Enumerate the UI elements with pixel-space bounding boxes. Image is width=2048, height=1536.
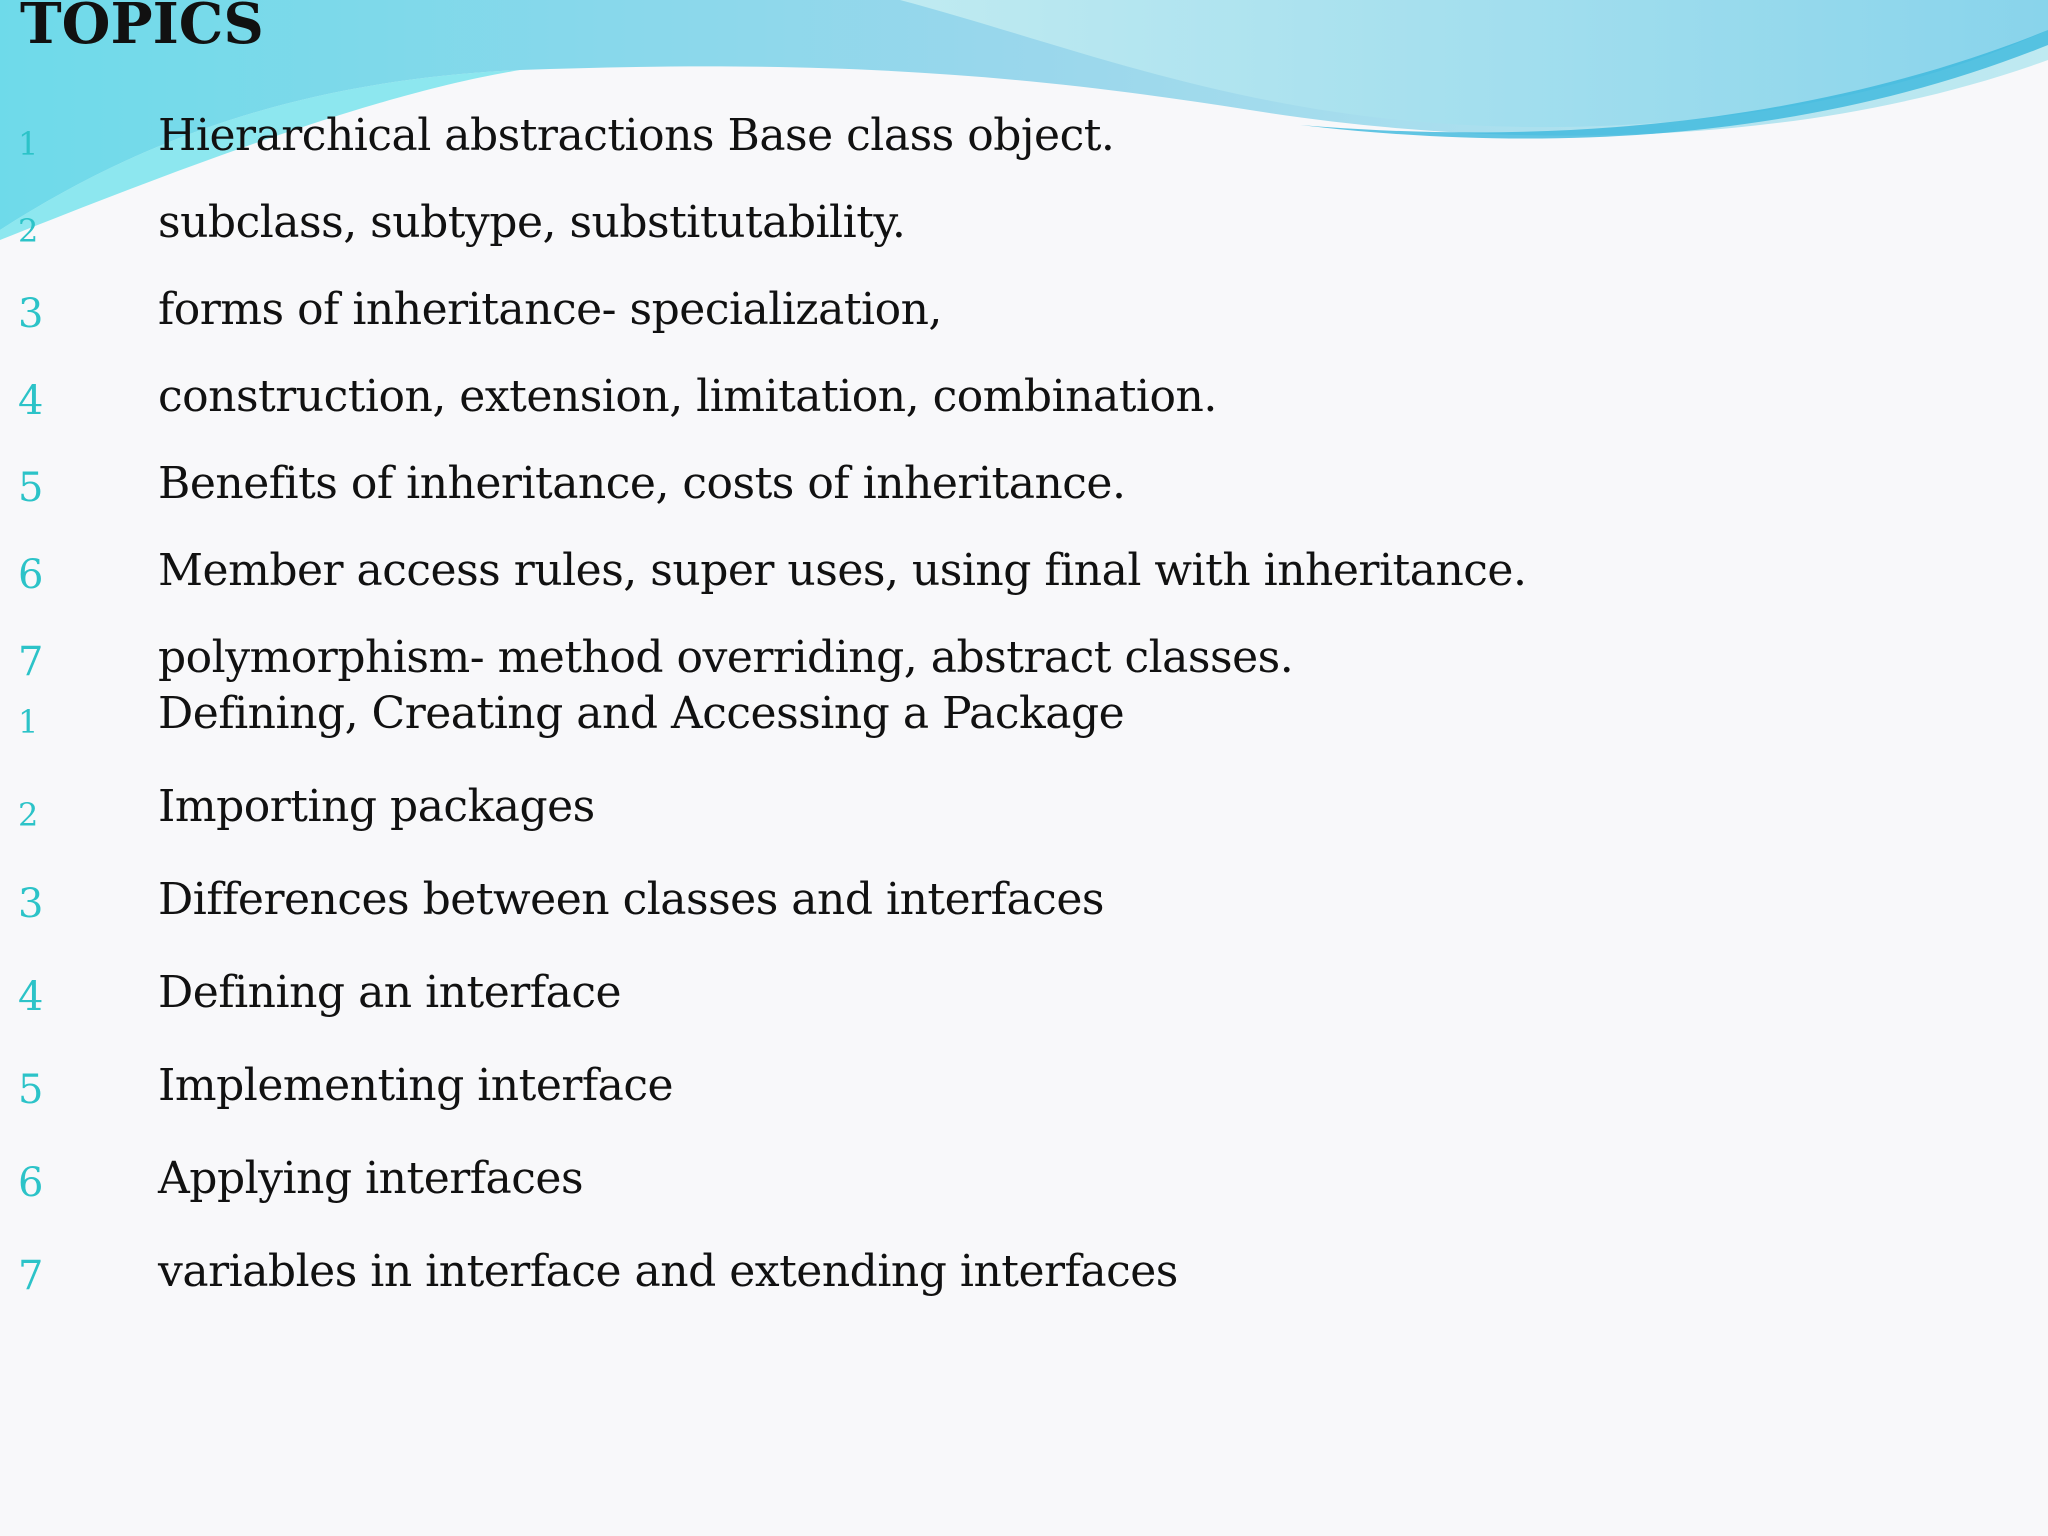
item-text: subclass, subtype, substitutability. — [158, 197, 906, 248]
item-text: Implementing interface — [158, 1060, 674, 1111]
list-item — [0, 628, 2048, 688]
item-text: polymorphism- method overriding, abstract classes. — [158, 632, 1294, 683]
item-text: Member access rules, super uses, using final with inheritance. — [158, 545, 1527, 596]
item-number: 7 — [18, 1253, 44, 1299]
list-item — [0, 367, 2048, 427]
item-number: 4 — [18, 378, 44, 424]
list-item — [0, 280, 2048, 340]
list-item — [0, 963, 2048, 1023]
item-number: 1 — [18, 125, 39, 163]
item-number: 3 — [18, 291, 44, 337]
list-item — [0, 777, 2048, 837]
item-number: 1 — [18, 703, 39, 741]
list-item — [0, 1242, 2048, 1302]
item-text: Applying interfaces — [158, 1153, 584, 1204]
item-number: 6 — [18, 1160, 44, 1206]
item-text: variables in interface and extending interfaces — [158, 1246, 1178, 1297]
list-item — [0, 1056, 2048, 1116]
list-item — [0, 454, 2048, 514]
item-number: 5 — [18, 465, 44, 511]
item-text: forms of inheritance- specialization, — [158, 284, 942, 335]
item-number: 7 — [18, 639, 44, 685]
list-item — [0, 1149, 2048, 1209]
slide-title: TOPICS — [20, 0, 264, 57]
item-text: construction, extension, limitation, combination. — [158, 371, 1217, 422]
list-item — [0, 193, 2048, 253]
list-item — [0, 684, 2048, 744]
item-text: Hierarchical abstractions Base class object. — [158, 110, 1115, 161]
item-text: Defining, Creating and Accessing a Package — [158, 688, 1125, 739]
item-number: 3 — [18, 881, 44, 927]
item-text: Benefits of inheritance, costs of inheritance. — [158, 458, 1126, 509]
item-number: 6 — [18, 552, 44, 598]
item-text: Differences between classes and interfaces — [158, 874, 1104, 925]
item-number: 2 — [18, 796, 39, 834]
item-number: 2 — [18, 212, 39, 250]
item-number: 5 — [18, 1067, 44, 1113]
item-text: Defining an interface — [158, 967, 621, 1018]
list-item — [0, 870, 2048, 930]
list-item — [0, 541, 2048, 601]
list-item — [0, 106, 2048, 166]
item-text: Importing packages — [158, 781, 595, 832]
item-number: 4 — [18, 974, 44, 1020]
